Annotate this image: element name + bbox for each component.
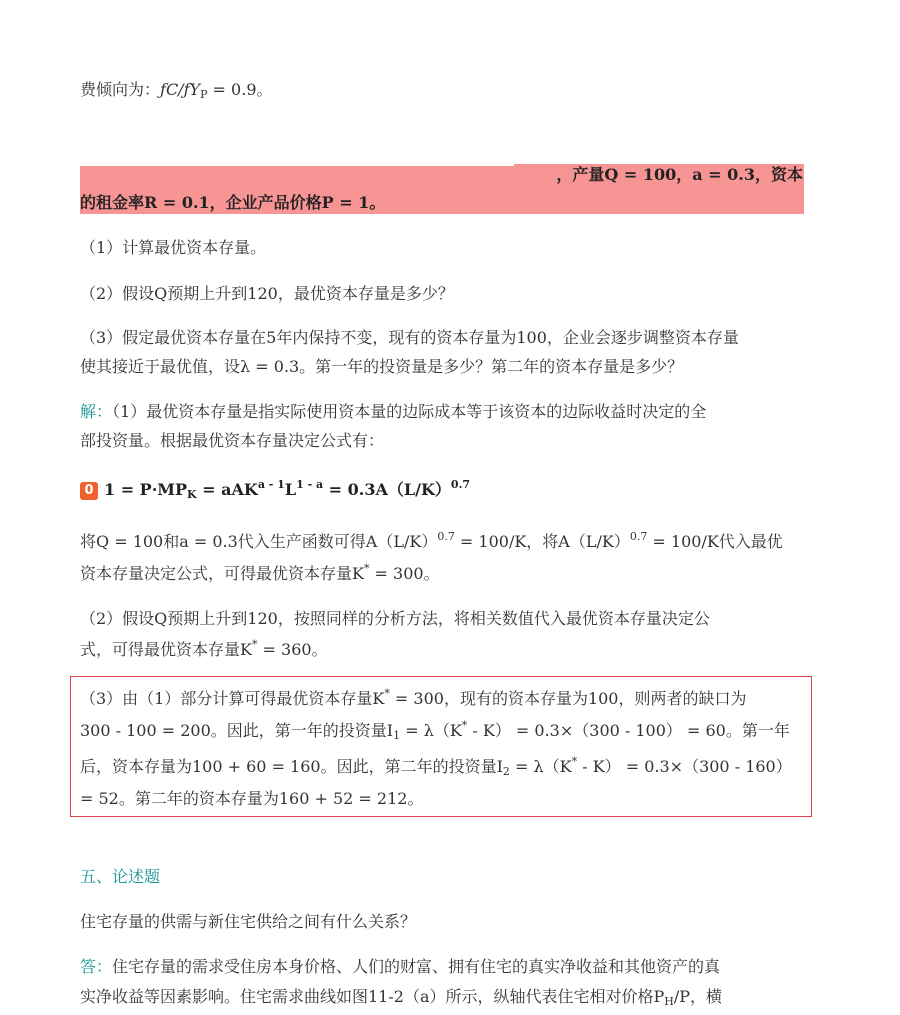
boxed-line-4: = 52。第二年的资本存量为160 + 52 = 212。 xyxy=(80,789,424,808)
essay-question: 住宅存量的供需与新住宅供给之间有什么关系？ xyxy=(80,912,417,931)
solution-line-2: 部投资量。根据最优资本存量决定公式有： xyxy=(80,431,385,450)
answer-label: 答： xyxy=(80,957,113,976)
question-3-line-2: 使其接近于最优值，设λ = 0.3。第一年的投资量是多少？第二年的资本存量是多少？ xyxy=(80,357,684,376)
top-line: 费倾向为：$ƒC/ƒY_P = 0.9$。 xyxy=(80,80,273,101)
highlight-gap xyxy=(80,160,514,166)
equation-number-badge: 0 xyxy=(80,482,98,500)
problem-line-2: 的租金率R = 0.1，企业产品价格P = 1。 xyxy=(80,193,386,212)
boxed-line-3: 后，资本存量为100 + 60 = 160。因此，第二年的投资量$I_2 = \lambda(K^* - K) = 0.3\times(300 - 160)$ xyxy=(80,755,792,778)
question-3-line-1: （3）假定最优资本存量在5年内保持不变，现有的资本存量为100，企业会逐步调整资本存量 xyxy=(80,328,739,347)
boxed-line-1: （3）由（1）部分计算可得最优资本存量K* = 300，现有的资本存量为100，则两者的缺口为 xyxy=(80,687,747,708)
boxed-line-2: 300 - 100 = 200。因此，第一年的投资量$I_1 = \lambda(K^* - K) = 0.3\times(300 - 100) = 60$。第一年 xyxy=(80,719,790,742)
para2-line-1: （2）假设Q预期上升到120，按照同样的分析方法，将相关数值代入最优资本存量决定公 xyxy=(80,609,710,628)
solution-label: 解： xyxy=(80,402,113,421)
para2-line-2: 式，可得最优资本存量K* = 360。 xyxy=(80,638,328,659)
highlight-gap xyxy=(520,160,564,163)
solution-line-1: 解：（1）最优资本存量是指实际使用资本量的边际成本等于该资本的边际收益时决定的全 xyxy=(80,402,707,421)
essay-answer-line-1: 答：住宅存量的需求受住房本身价格、人们的财富、拥有住宅的真实净收益和其他资产的真 xyxy=(80,957,721,976)
question-2: （2）假设Q预期上升到120，最优资本存量是多少？ xyxy=(80,284,454,303)
problem-line-1: ，产量Q = 100，a = 0.3，资本 xyxy=(556,165,803,184)
section-title: 五、论述题 xyxy=(80,867,161,886)
equation: 0 $1 = P\cdot MP_K = aAK^{a - 1}L^{1 - a} = 0.3A(L/K)^{0.7}$ xyxy=(80,479,470,501)
essay-answer-line-2: 实净收益等因素影响。住宅需求曲线如图11-2（a）所示，纵轴代表住宅相对价格$P_H/P$，横 xyxy=(80,987,723,1008)
para1-line-2: 资本存量决定公式，可得最优资本存量K* = 300。 xyxy=(80,562,440,583)
question-1: （1）计算最优资本存量。 xyxy=(80,238,267,257)
para1-line-1: 将Q = 100和a = 0.3代入生产函数可得$A(L/K)^{0.7} = 100/K$，将$A(L/K)^{0.7} = 100/K$代入最优 xyxy=(80,530,783,551)
